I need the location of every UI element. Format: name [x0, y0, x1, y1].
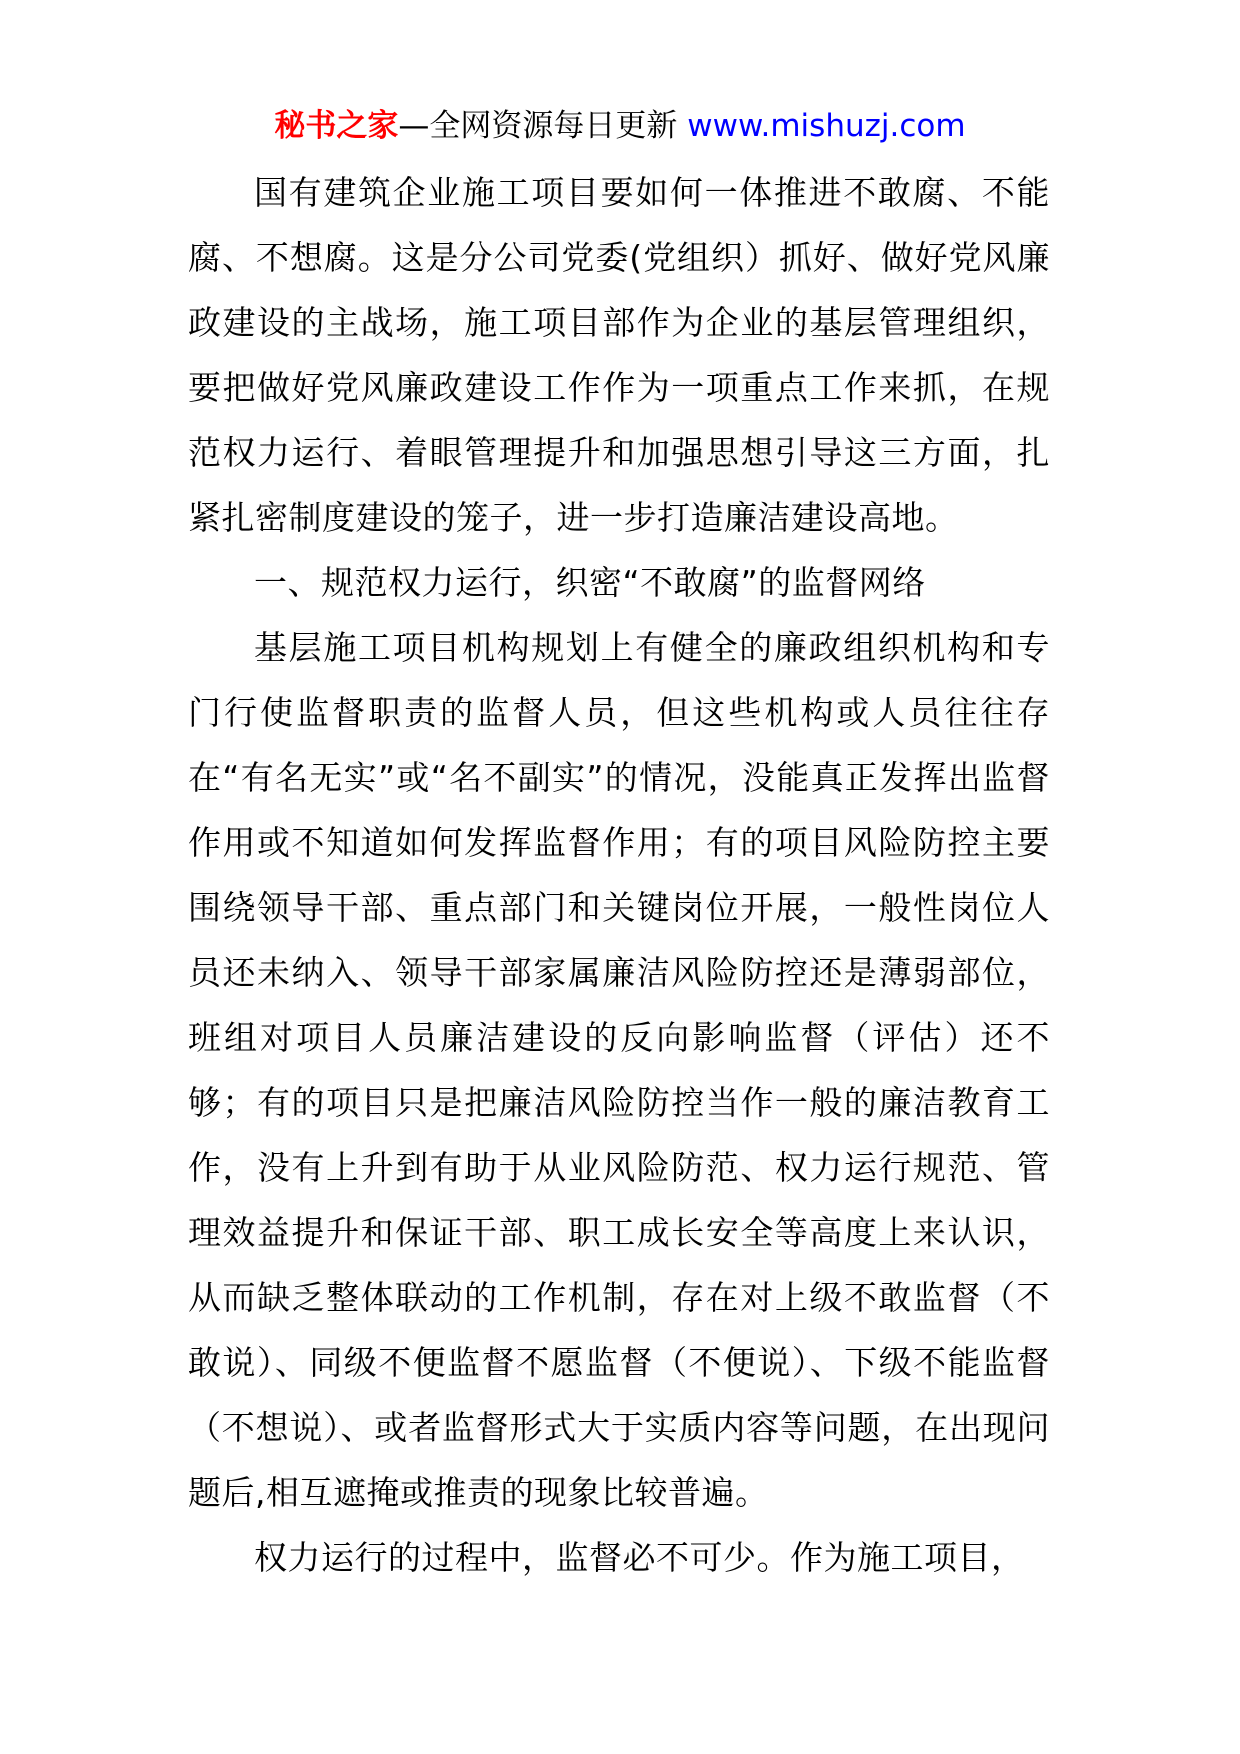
brand-name: 秘书之家: [274, 108, 399, 144]
header-slogan: —全网资源每日更新: [398, 108, 688, 144]
section-heading-1: 一、规范权力运行，织密“不敢腐”的监督网络: [254, 563, 926, 602]
site-header: [0, 96, 1240, 156]
site-url-link[interactable]: www.mishuzj.com: [687, 108, 966, 144]
paragraph-section-1: 基层施工项目机构规划上有健全的廉政组织机构和专门行使监督职责的监督人员，但这些机构或人员往往存在“有名无实”或“名不副实”的情况，没能真正发挥出监督作用或不知道如何发挥监督作用；有的项目风险防控主要围绕领导干部、重点部门和关键岗位开展，一般性岗位人员还未纳入、领导干部家属廉洁风险防控还是薄弱部位，班组对项目人员廉洁建设的反向影响监督（评估）还不够；有的项目只是把廉洁风险防控当作一般的廉洁教育工作，没有上升到有助于从业风险防范、权力运行规范、管理效益提升和保证干部、职工成长安全等高度上来认识，从而缺乏整体联动的工作机制，存在对上级不敢监督（不敢说）、同级不便监督不愿监督（不便说）、下级不能监督（不想说）、或者监督形式大于实质内容等问题，在出现问题后,相互遮掩或推责的现象比较普遍。: [188, 628, 1050, 1512]
paragraph-intro: 国有建筑企业施工项目要如何一体推进不敢腐、不能腐、不想腐。这是分公司党委(党组织）抓好、做好党风廉政建设的主战场，施工项目部作为企业的基层管理组织，要把做好党风廉政建设工作作为一项重点工作来抓，在规范权力运行、着眼管理提升和加强思想引导这三方面，扎紧扎密制度建设的笼子，进一步打造廉洁建设高地。: [188, 173, 1050, 537]
paragraph-continued: 权力运行的过程中，监督必不可少。作为施工项目，: [254, 1538, 1025, 1577]
document-body: [188, 160, 1050, 1590]
